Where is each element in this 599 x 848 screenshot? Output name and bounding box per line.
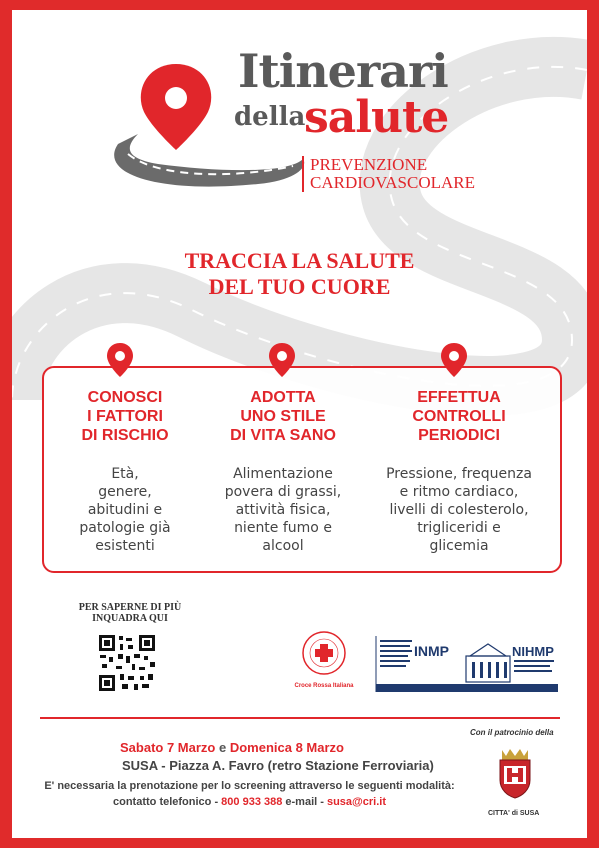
- heading-line: PERIODICI: [418, 427, 500, 444]
- heading-line: CONOSCI: [87, 389, 163, 406]
- column-body: [50, 465, 200, 555]
- logo-title-salute: salute: [304, 92, 449, 143]
- logo-title-della: della: [234, 102, 306, 132]
- column-controlli: [364, 388, 554, 555]
- divider: [40, 717, 560, 719]
- booking-note-line1: E' necessaria la prenotazione per lo screening attraverso le seguenti modalità:: [44, 780, 455, 792]
- inmp-abbr: INMP: [414, 643, 449, 659]
- body-line: livelli di colesterolo,: [389, 502, 529, 518]
- body-line: patologie già: [79, 520, 171, 536]
- location-pin-icon: [268, 342, 296, 378]
- column-heading: [50, 388, 200, 445]
- cri-name: Croce Rossa Italiana: [294, 683, 354, 689]
- date-part1: Sabato 7 Marzo: [120, 740, 216, 755]
- susa-crest-icon: [494, 746, 536, 800]
- column-body: [364, 465, 554, 555]
- email-label: e-mail -: [282, 796, 327, 808]
- heading-line: DI VITA SANO: [230, 427, 336, 444]
- headline-line1: TRACCIA LA SALUTE: [184, 248, 415, 273]
- subtitle-line1: PREVENZIONE: [310, 155, 428, 174]
- subtitle-line2: CARDIOVASCOLARE: [310, 173, 475, 192]
- body-line: Pressione, frequenza: [386, 466, 532, 482]
- body-line: alcool: [262, 538, 304, 554]
- date-part2: Domenica 8 Marzo: [229, 740, 344, 755]
- booking-contacts: [22, 794, 477, 810]
- nihmp-abbr: NIHMP: [512, 644, 554, 659]
- qr-label-line2: INQUADRA QUI: [92, 613, 168, 624]
- heading-line: CONTROLLI: [412, 408, 506, 425]
- contact-label: contatto telefonico -: [113, 796, 222, 808]
- email-link[interactable]: susa@cri.it: [326, 796, 386, 808]
- column-body: [208, 465, 358, 555]
- column-heading: [208, 388, 358, 445]
- body-line: trigliceridi e: [417, 520, 501, 536]
- event-date: [120, 740, 344, 755]
- logo-title-itinerari: Itinerari: [238, 44, 448, 98]
- red-cross-emblem-icon: [301, 630, 347, 676]
- booking-note: [22, 778, 477, 810]
- body-line: abitudini e: [87, 502, 163, 518]
- inmp-nihmp-logo: [374, 634, 560, 694]
- body-line: povera di grassi,: [224, 484, 342, 500]
- location-pin-icon: [106, 342, 134, 378]
- qr-code[interactable]: [98, 634, 156, 692]
- city-name: CITTA' di SUSA: [488, 810, 540, 817]
- column-stile-di-vita: [208, 388, 358, 555]
- building-icon: [466, 644, 510, 682]
- body-line: esistenti: [95, 538, 155, 554]
- column-heading: [364, 388, 554, 445]
- body-line: niente fumo e: [234, 520, 332, 536]
- body-line: Alimentazione: [233, 466, 333, 482]
- heading-line: I FATTORI: [87, 408, 163, 425]
- column-rischio: [50, 388, 200, 555]
- date-join: e: [215, 740, 230, 755]
- body-line: e ritmo cardiaco,: [399, 484, 519, 500]
- heading-line: ADOTTA: [250, 389, 316, 406]
- event-place: SUSA - Piazza A. Favro (retro Stazione Ferroviaria): [122, 758, 434, 773]
- body-line: glicemia: [429, 538, 489, 554]
- location-pin-icon: [440, 342, 468, 378]
- logo-subtitle: [302, 156, 475, 192]
- heading-line: DI RISCHIO: [81, 427, 169, 444]
- body-line: Età,: [111, 466, 139, 482]
- body-line: attività fisica,: [235, 502, 331, 518]
- patronage-label: Con il patrocinio della: [470, 728, 554, 737]
- heading-line: EFFETTUA: [417, 389, 501, 406]
- croce-rossa-logo: [292, 630, 356, 689]
- poster: [12, 10, 587, 838]
- phone-link[interactable]: 800 933 388: [221, 796, 283, 808]
- qr-label: [70, 602, 190, 624]
- headline-line2: DEL TUO CUORE: [208, 274, 391, 299]
- body-line: genere,: [98, 484, 152, 500]
- qr-label-line1: PER SAPERNE DI PIÙ: [78, 602, 182, 613]
- headline: [12, 248, 587, 300]
- heading-line: UNO STILE: [240, 408, 326, 425]
